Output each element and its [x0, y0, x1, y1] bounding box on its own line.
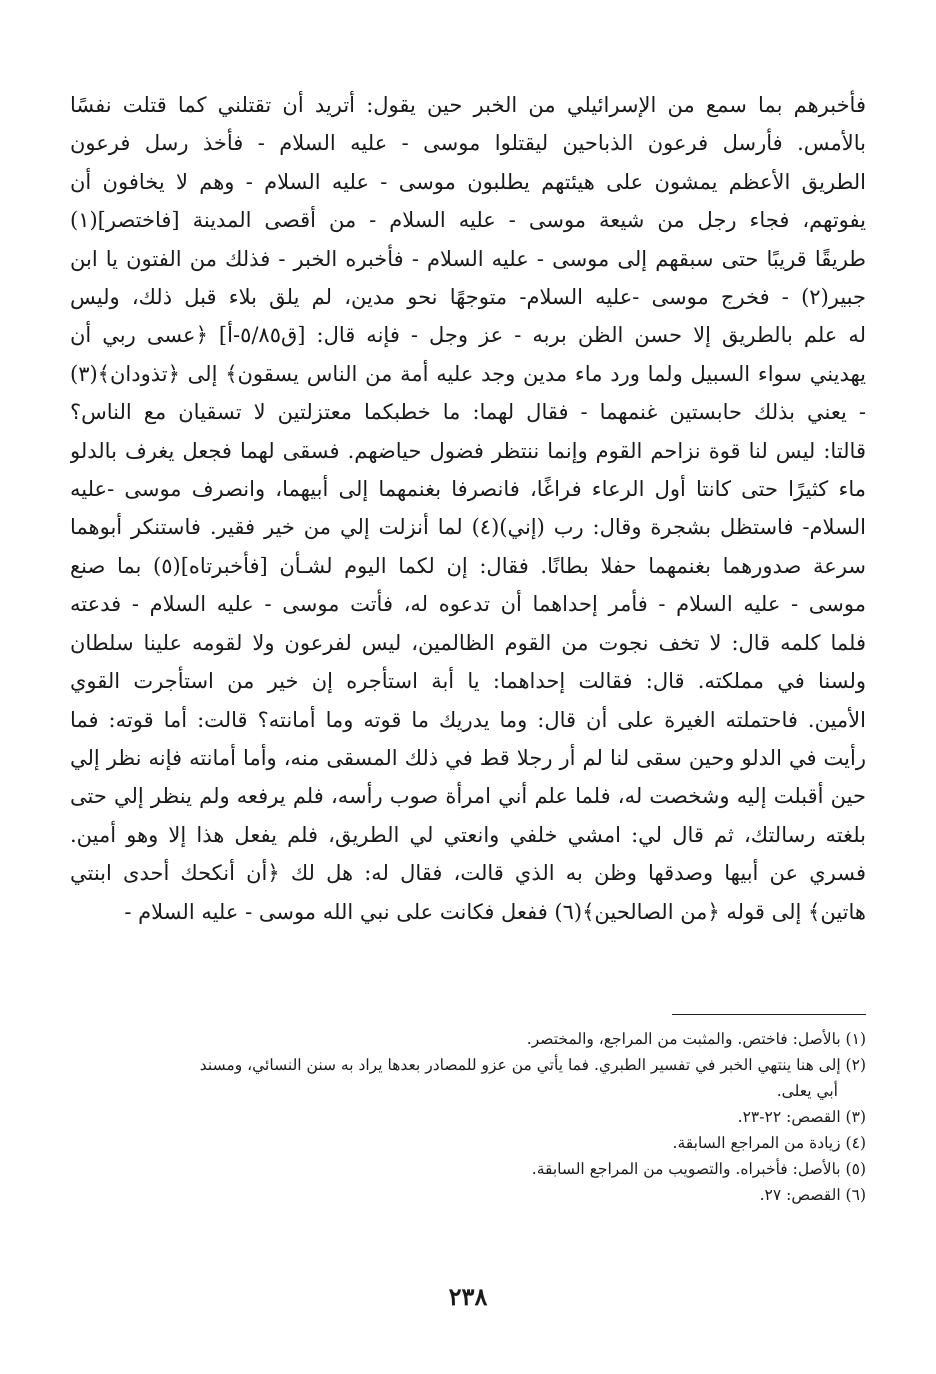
page-number: ٢٣٨: [448, 1282, 488, 1311]
body-line: فسري عن أبيها وصدقها وظن به الذي قالت، فقال له: هل لك ﴿أن أنكحك أحدى ابنتي: [70, 861, 866, 886]
body-line: ماء كثيرًا حتى كانتا أول الرعاء فراغًا، فانصرفا بغنمهما إلى أبيهما، وانصرف موسى -عليه: [70, 477, 866, 502]
footnote-1: (١) بالأصل: فاختص. والمثبت من المراجع، والمختصر.: [526, 1030, 866, 1048]
body-line: جبير(٢) - فخرج موسى -عليه السلام- متوجهًا نحو مدين، لم يلق بلاء قبل ذلك، وليس: [70, 285, 866, 310]
body-line: طريقًا قريبًا حتى سبقهم إلى موسى - عليه السلام - فأخبره الخبر - فذلك من الفتون يا ابن: [70, 246, 866, 271]
body-line: الأمين. فاحتملته الغيرة على أن قال: وما يدريك ما قوته وما أمانته؟ قالت: أما قوته: فما: [70, 707, 866, 732]
footnotes-block: [70, 1026, 866, 1208]
body-line: له علم بالطريق إلا حسن الظن بربه - عز وجل - فإنه قال: [ق٥/٨٥-أ] ﴿عسى ربي أن: [70, 323, 866, 348]
main-text-block: [70, 86, 866, 931]
body-line: موسى - عليه السلام - فأمر إحداهما أن تدعوه له، فأتت موسى - عليه السلام - فدعته: [70, 592, 866, 617]
body-line: رأيت في الدلو وحين سقى لنا لم أر رجلا قط في ذلك المسقى منه، وأما أمانته فإنه نظر إلي: [70, 745, 866, 770]
body-line: بلغته رسالتك، ثم قال لي: امشي خلفي وانعتي لي الطريق، فلم يفعل هذا إلا وهو أمين.: [70, 822, 866, 847]
body-line: يفوتهم، فجاء رجل من شيعة موسى - عليه السلام - من أقصى المدينة [فاختصر](١): [70, 208, 866, 233]
footnote-2-continuation: أبي يعلى.: [776, 1082, 838, 1100]
footnote-2: (٢) إلى هنا ينتهي الخبر في تفسير الطبري. فما يأتي من عزو للمصادر بعدها يراد به سنن النسائي، ومسند: [199, 1056, 866, 1074]
body-line: فلما كلمه قال: لا تخف نجوت من القوم الظالمين، ليس لفرعون ولا لقومه علينا سلطان: [70, 630, 866, 655]
body-line: حين أقبلت إليه وشخصت له، فلما علم أني امرأة صوب رأسه، فلم يرفعه ولم ينظر إلي حتى: [70, 784, 866, 809]
footnote-divider: [672, 1014, 866, 1015]
body-line: بالأمس. فأرسل فرعون الذباحين ليقتلوا موسى - عليه السلام - فأخذ رسل فرعون: [70, 131, 866, 156]
footnote-3: (٣) القصص: ٢٢-٢٣.: [737, 1108, 866, 1126]
footnote-5: (٥) بالأصل: فأخبراه. والتصويب من المراجع السابقة.: [531, 1160, 866, 1178]
body-line: هاتين﴾ إلى قوله ﴿من الصالحين﴾(٦) ففعل فكانت على نبي الله موسى - عليه السلام -: [124, 899, 866, 924]
footnote-4: (٤) زيادة من المراجع السابقة.: [672, 1134, 866, 1152]
body-line: فأخبرهم بما سمع من الإسرائيلي من الخبر حين يقول: أتريد أن تقتلني كما قتلت نفسًا: [70, 93, 866, 117]
footnote-6: (٦) القصص: ٢٧.: [759, 1186, 866, 1204]
body-line: السلام- فاستظل بشجرة وقال: رب (إني)(٤) لما أنزلت إلي من خير فقير. فاستنكر أبوهما: [70, 515, 866, 540]
body-line: قالتا: ليس لنا قوة نزاحم القوم وإنما ننتظر فضول حياضهم. فسقى لهما فجعل يغرف بالدلو: [70, 438, 866, 463]
body-line: - يعني بذلك حابستين غنمهما - فقال لهما: ما خطبكما معتزلتين لا تسقيان مع الناس؟: [70, 400, 866, 425]
body-line: الطريق الأعظم يمشون على هيئتهم يطلبون موسى - عليه السلام - وهم لا يخافون أن: [70, 169, 866, 194]
body-line: سرعة صدورهما بغنمهما حفلا بطانًا. فقال: إن لكما اليوم لشـأن [فأخبرتاه](٥) بما صنع: [70, 553, 866, 578]
body-line: يهديني سواء السبيل ولما ورد ماء مدين وجد عليه أمة من الناس يسقون﴾ إلى ﴿تذودان﴾(٣): [70, 361, 866, 386]
body-line: ولسنا في مملكته. قال: فقالت إحداهما: يا أبة استأجره إن خير من استأجرت القوي: [70, 669, 866, 694]
